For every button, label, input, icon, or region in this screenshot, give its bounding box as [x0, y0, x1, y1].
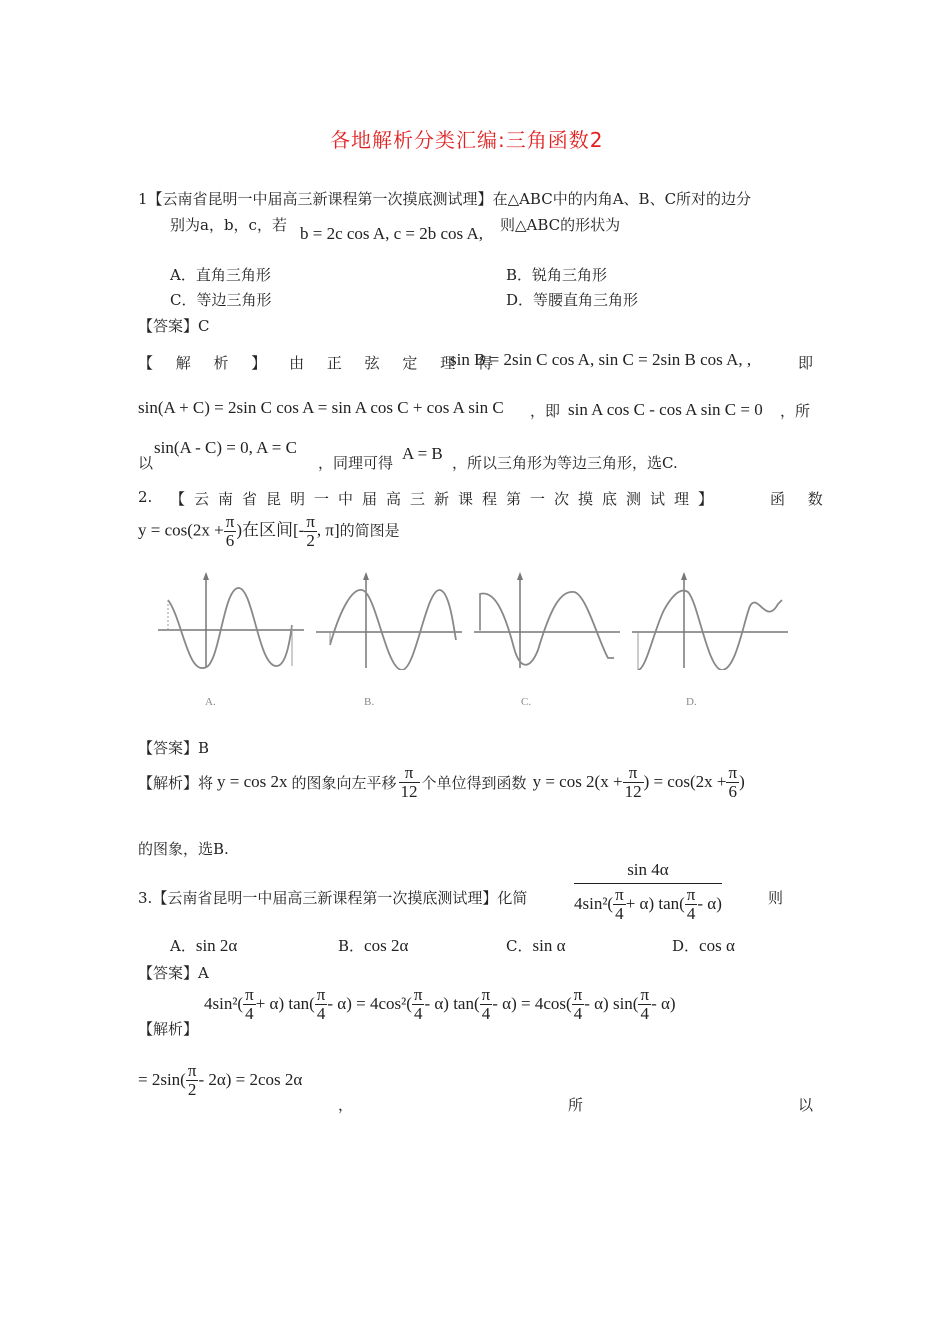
q1-analysis-formula: sin B = 2sin C cos A, sin C = 2sin B cos A, ,: [450, 350, 752, 369]
option-label: A．: [170, 937, 196, 955]
option-label: D．: [506, 291, 534, 309]
formula-part: - α) = 4cos²(: [327, 994, 412, 1014]
denominator: 4: [243, 1004, 256, 1023]
q3-analysis-label: 【解析】: [138, 1020, 199, 1038]
graph-c[interactable]: [474, 570, 622, 670]
numerator: π: [225, 512, 235, 531]
q3-option-c[interactable]: [506, 935, 565, 956]
curve: [638, 591, 782, 670]
denominator: 4: [480, 1004, 493, 1023]
q1-analysis-head: 【 解 析 】 由 正 弦 定 理 得: [138, 354, 502, 372]
formula-part: - α) sin(: [584, 994, 639, 1014]
numerator: π: [481, 985, 491, 1004]
answer-value: B: [198, 739, 210, 757]
q1-condition: b = 2c cos A, c = 2b cos A,: [300, 224, 484, 243]
formula-part: y = cos(2x +: [138, 520, 224, 540]
formula-part: 4sin²(: [204, 994, 244, 1014]
numerator: sin 4α: [627, 860, 669, 879]
formula: ) = cos(2x +: [643, 772, 727, 791]
q1-formula-3: sin A cos C - cos A sin C = 0: [568, 400, 763, 419]
text: 的图象向左平移: [291, 773, 397, 792]
fraction-pi-2: [304, 513, 317, 550]
graph-d[interactable]: [632, 570, 790, 670]
numerator: π: [404, 762, 414, 782]
denominator: 4: [572, 1004, 585, 1023]
formula-part: - α): [651, 994, 676, 1014]
denominator: 4: [412, 1004, 425, 1023]
q3-option-a[interactable]: [170, 935, 237, 956]
q1-option-a[interactable]: [170, 264, 271, 285]
option-text: cos 2α: [364, 936, 409, 955]
arrow-icon: [681, 572, 687, 580]
q2-source: 【云南省昆明一中届高三新课程第一次摸底测试理】: [170, 490, 723, 508]
option-text: 等边三角形: [196, 291, 272, 309]
q3-big-fraction: [574, 860, 722, 923]
graph-c-label: C.: [521, 696, 532, 708]
formula: y = cos 2x: [217, 772, 288, 791]
fraction-pi-4: [685, 886, 698, 923]
option-text: sin 2α: [195, 936, 238, 955]
arrow-icon: [363, 572, 369, 580]
numerator: π: [573, 985, 583, 1004]
denominator: 4: [685, 904, 698, 923]
text: 个单位得到函数: [421, 773, 527, 792]
answer-value: A: [198, 964, 209, 982]
q1-formula-2: sin(A + C) = 2sin C cos A = sin A cos C + cos A sin C: [138, 398, 504, 417]
q1-formula-4: sin(A - C) = 0, A = C: [154, 438, 297, 457]
numerator: π: [413, 985, 423, 1004]
option-label: B．: [506, 266, 533, 284]
fraction-pi-4: [572, 986, 585, 1023]
q1-line2: [170, 214, 287, 235]
fraction-pi-12: [399, 764, 420, 801]
fraction-pi-6: [726, 764, 739, 801]
numerator: π: [728, 762, 738, 782]
q3-comma: ，: [338, 1096, 354, 1114]
graph-a[interactable]: [158, 570, 306, 670]
numerator: π: [628, 762, 638, 782]
q3-text: 化简: [497, 889, 528, 907]
denominator: 6: [726, 782, 739, 801]
page-title: 各地解析分类汇编:三角函数2: [330, 128, 604, 152]
q3-yi: 以: [798, 1096, 814, 1114]
denominator: 4: [315, 1004, 328, 1023]
denominator: 2: [304, 531, 317, 550]
curve: [480, 592, 614, 665]
q1-text-b: 别为a，b，c，若: [170, 216, 287, 234]
denominator: 12: [400, 781, 418, 801]
denominator: [574, 883, 722, 923]
q1-text-a: 在△ABC中的内角A、B、C所对的边分: [492, 190, 752, 208]
graph-b[interactable]: [316, 570, 464, 670]
option-label: C．: [506, 937, 533, 955]
answer-label: 【答案】: [138, 964, 199, 982]
denominator: 4: [613, 904, 626, 923]
option-text: cos α: [699, 936, 735, 955]
q3-option-d[interactable]: [672, 935, 735, 956]
numerator: π: [316, 985, 326, 1004]
q2-analysis: [138, 762, 745, 802]
q1-formula-5: A = B: [402, 444, 443, 463]
option-label: D．: [672, 937, 700, 955]
formula-part: - α) tan(: [424, 994, 480, 1014]
answer-label: 【答案】: [138, 739, 199, 757]
fraction-pi-4: [315, 986, 328, 1023]
numerator: π: [187, 1061, 197, 1080]
arrow-icon: [203, 572, 209, 580]
fraction-pi-2: [186, 1062, 199, 1099]
formula-part: + α) tan(: [625, 894, 685, 914]
q1-text-ji: ，即: [530, 402, 561, 420]
q2-analysis-end: 的图象，选B.: [138, 840, 229, 858]
graph-b-label: B.: [364, 696, 375, 708]
q3-analysis-formula-2: [138, 1062, 302, 1099]
option-text: 直角三角形: [195, 266, 271, 284]
q2-number: 2.: [138, 488, 153, 506]
q3-option-b[interactable]: [338, 935, 408, 956]
numerator: π: [245, 985, 254, 1004]
q1-number: 1: [138, 190, 148, 208]
curve: [330, 590, 456, 670]
numerator: π: [686, 885, 696, 904]
answer-value: C: [198, 317, 210, 335]
numerator: π: [615, 885, 624, 904]
denominator: 4: [638, 1004, 651, 1023]
option-label: A．: [170, 266, 196, 284]
q1-text-yi: 以: [138, 454, 154, 472]
fraction-pi-4: [480, 986, 493, 1023]
q3-line: [138, 887, 527, 908]
option-text: 锐角三角形: [532, 266, 608, 284]
fraction-pi-6: [224, 513, 237, 550]
q2-formula: [138, 513, 400, 550]
formula: ): [739, 772, 745, 791]
option-text: sin α: [532, 936, 566, 955]
q1-source: 【云南省昆明一中届高三新课程第一次摸底测试理】: [147, 190, 493, 208]
fraction-pi-4: [412, 986, 425, 1023]
answer-label: 【答案】: [138, 317, 199, 335]
q2-func-word: 函 数: [770, 490, 832, 508]
q1-text-c: 则△ABC的形状为: [500, 216, 621, 234]
denominator: 12: [624, 781, 642, 801]
q3-answer: [138, 962, 209, 983]
formula-part: - 2α) = 2cos 2α: [198, 1070, 303, 1090]
q3-source: 【云南省昆明一中届高三新课程第一次摸底测试理】: [152, 889, 498, 907]
option-label: B．: [338, 937, 365, 955]
formula-part: )在区间[-: [236, 520, 305, 540]
q1-text-tongli: ，同理可得: [318, 454, 394, 472]
curve: [168, 588, 292, 668]
fraction-pi-4: [638, 986, 651, 1023]
denominator: 2: [186, 1080, 199, 1099]
q1-option-d[interactable]: [506, 289, 638, 310]
q1-analysis-ji: 即: [798, 354, 814, 372]
graph-d-label: D.: [686, 696, 697, 708]
q1-option-c[interactable]: [170, 289, 272, 310]
q3-then: 则: [768, 889, 784, 907]
formula-part: + α) tan(: [255, 994, 315, 1014]
option-label: C．: [170, 291, 197, 309]
q1-option-b[interactable]: [506, 264, 607, 285]
fraction-pi-12: [623, 764, 644, 801]
formula: y = cos 2(x +: [532, 772, 623, 791]
formula-part: = 2sin(: [138, 1070, 186, 1090]
numerator: π: [640, 985, 650, 1004]
q1-line1: [138, 188, 751, 209]
q1-text-suo: ，所: [780, 402, 811, 420]
formula-part: - α): [697, 894, 722, 914]
graph-a-label: A.: [205, 696, 216, 708]
analysis-label: 【解析】: [138, 773, 199, 792]
arrow-icon: [517, 572, 523, 580]
fraction-pi-4: [613, 886, 626, 923]
text: 将: [198, 773, 214, 792]
option-text: 等腰直角三角形: [533, 291, 639, 309]
q2-text: 的简图是: [339, 521, 400, 540]
q1-answer: [138, 315, 210, 336]
q3-suo: 所: [568, 1096, 584, 1114]
q3-number: 3.: [138, 889, 153, 907]
q3-analysis-formula-1: [204, 986, 676, 1023]
q1-conclusion: ，所以三角形为等边三角形，选C.: [452, 454, 678, 472]
fraction-pi-4: [243, 986, 256, 1023]
numerator: π: [306, 512, 315, 531]
denominator: 6: [224, 531, 237, 550]
formula-part: , π]: [316, 520, 340, 540]
formula-part: - α) = 4cos(: [492, 994, 572, 1014]
formula-part: 4sin²(: [574, 894, 614, 914]
q2-answer: [138, 737, 209, 758]
